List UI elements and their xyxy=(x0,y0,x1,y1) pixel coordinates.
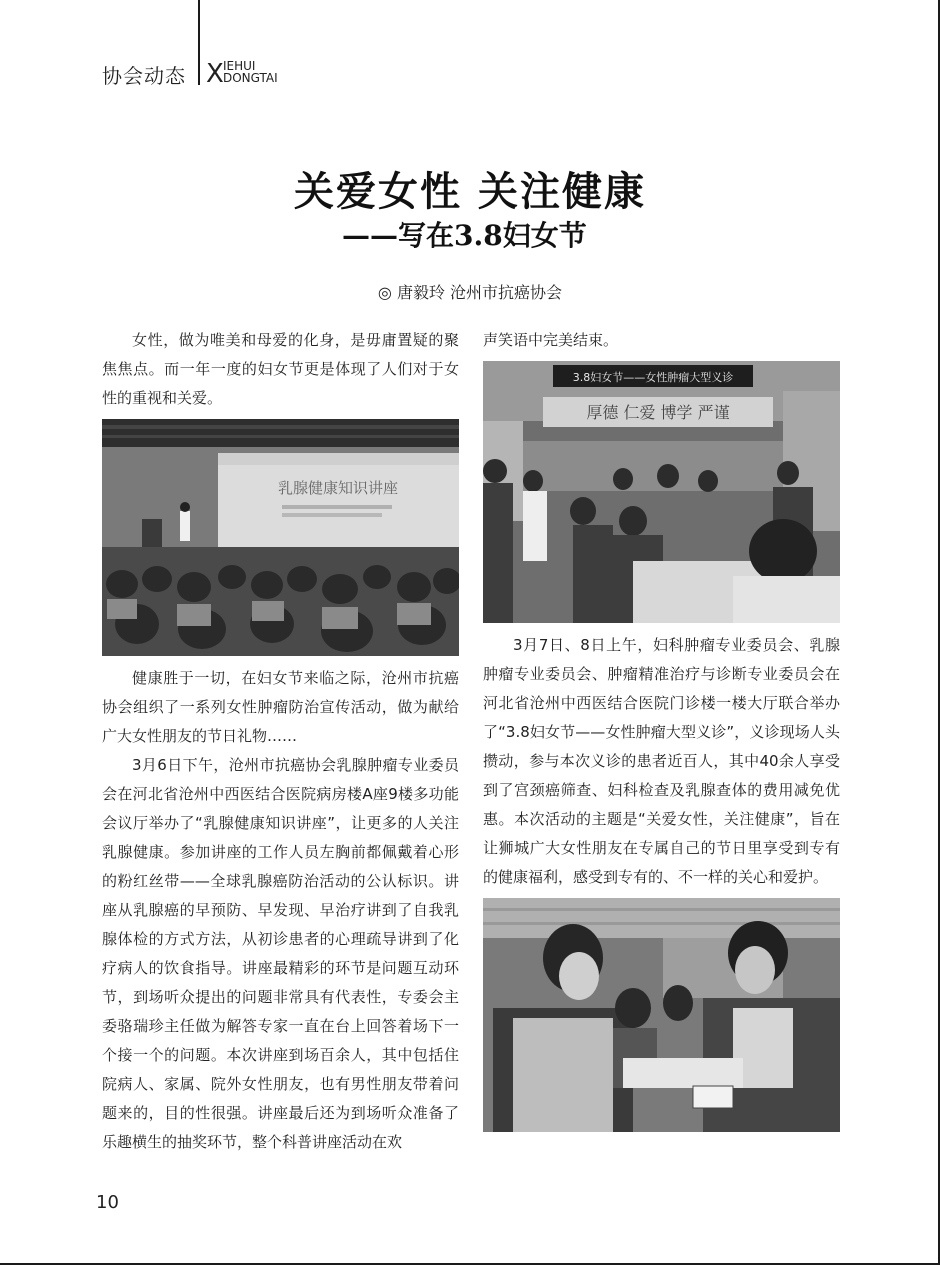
lecture-banner-text: 乳腺健康知识讲座 xyxy=(277,479,399,497)
page-number: 10 xyxy=(96,1192,119,1213)
consultation-photo xyxy=(483,898,840,1132)
clinic-hall-photo xyxy=(483,361,840,623)
paragraph-activities: 健康胜于一切，在妇女节来临之际，沧州市抗癌协会组织了一系列女性肿瘤防治宣传活动，做为献给广大女性朋友的节日礼物…… xyxy=(102,669,459,745)
article-subtitle: ——写在3.8妇女节 xyxy=(342,219,587,252)
article-byline: ◎ 唐毅玲 沧州市抗癌协会 xyxy=(377,283,563,302)
paragraph-lecture: 3月6日下午，沧州市抗癌协会乳腺肿瘤专业委员会在河北省沧州中西医结合医院病房楼A座9楼多功能会议厅举办了“乳腺健康知识讲座”，让更多的人关注乳腺健康。参加讲座的工作人员左胸前都佩戴着心形的粉红丝带——全球乳腺癌防治活动的公认标识。讲座从乳腺癌的早预防、早发现、早治疗讲到了自我乳腺体检的方式方法，从初诊患者的心理疏导讲到了化疗病人的饮食指导。讲座最精彩的环节是问题互动环节，到场听众提出的问题非常具有代表性，专委会主委骆瑞珍主任做为解答专家一直在台上回答着场下一个接一个的问题。本次讲座到场百余人，其中包括住院病人、家属、院外女性朋友，也有男性朋友带着问题来的，目的性很强。讲座最后还为到场听众准备了乐趣横生的抽奖环节，整个科普讲座活动在欢 xyxy=(102,756,459,1151)
section-initial: X xyxy=(206,59,224,89)
section-title: 协会动态 xyxy=(102,64,186,88)
header-divider xyxy=(198,0,200,85)
lecture-photo xyxy=(102,419,459,656)
section-pinyin-line1: IEHUI xyxy=(223,59,256,73)
hall-motto-text: 厚德 仁爱 博学 严谨 xyxy=(586,403,730,422)
article-title: 关爱女性 关注健康 xyxy=(294,168,646,215)
hall-banner-text: 3.8妇女节——女性肿瘤大型义诊 xyxy=(572,371,734,384)
right-column xyxy=(483,326,840,1140)
paragraph-lecture-end: 声笑语中完美结束。 xyxy=(483,331,619,349)
left-column xyxy=(102,326,459,1157)
section-pinyin-line2: DONGTAI xyxy=(223,71,278,85)
paragraph-intro: 女性，做为唯美和母爱的化身，是毋庸置疑的聚焦焦点。而一年一度的妇女节更是体现了人们对于女性的重视和关爱。 xyxy=(102,331,459,407)
paragraph-clinic: 3月7日、8日上午，妇科肿瘤专业委员会、乳腺肿瘤专业委员会、肿瘤精准治疗与诊断专业委员会在河北省沧州中西医结合医院门诊楼一楼大厅联合举办了“3.8妇女节——女性肿瘤大型义诊”，义诊现场人头攒动，参与本次义诊的患者近百人，其中40余人享受到了宫颈癌筛查、妇科检查及乳腺查体的费用减免优惠。本次活动的主题是“关爱女性，关注健康”，旨在让狮城广大女性朋友在专属自己的节日里享受到专有的健康福利，感受到专有的、不一样的关心和爱护。 xyxy=(483,636,840,886)
